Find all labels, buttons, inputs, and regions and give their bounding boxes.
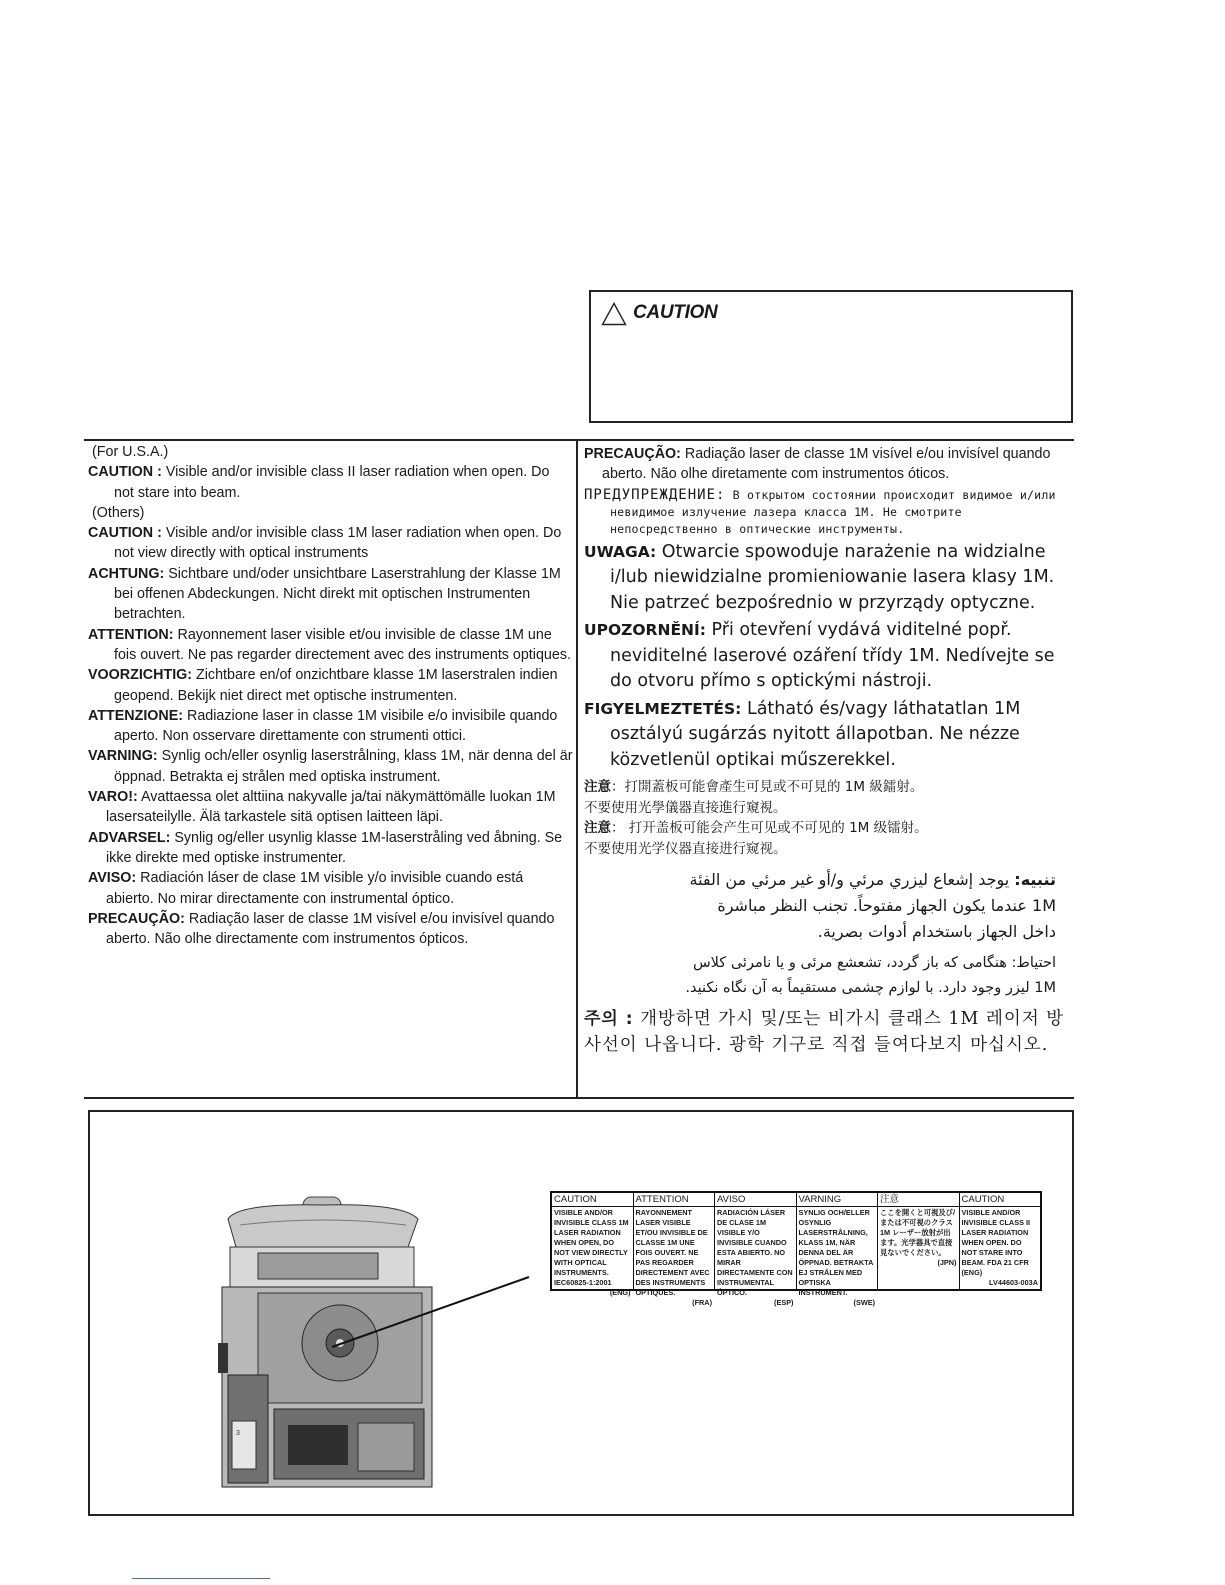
- warning-text: Rayonnement laser visible et/ou invisible de classe 1M une fois ouvert. Ne pas regarder directement avec des instruments optiques.: [114, 626, 571, 663]
- label-cell: [715, 1193, 797, 1307]
- table-bottom-rule: [84, 1097, 1074, 1099]
- warning-text: В открытом состоянии происходит видимое и/или невидимое излучение лазера класса 1М. Не смотрите непосредственно в оптические инструменты.: [610, 487, 1056, 536]
- warning-label: PRECAUÇÃO:: [584, 446, 681, 462]
- warning-label: ADVARSEL:: [88, 829, 171, 846]
- label-body: SYNLIG OCH/ELLER OSYNLIG LASERSTRÅLNING, KLASS 1M, NÄR DENNA DEL ÄR ÖPPNAD. BETRAKTA EJ STRÅLEN MED OPTISKA INSTRUMENT.: [798, 1208, 874, 1297]
- label-heading: ATTENTION: [634, 1194, 715, 1207]
- warning-ko: [584, 1007, 1070, 1058]
- label-heading: CAUTION: [552, 1194, 633, 1207]
- others-header: (Others): [92, 504, 145, 521]
- warning-pt: [88, 909, 573, 950]
- warning-cs: [584, 618, 1070, 695]
- label-cell: [634, 1193, 716, 1307]
- label-footer: LV44603-003A: [989, 1278, 1038, 1287]
- warning-text: 개방하면 가시 및/또는 비가시 클래스 1M 레이저 방사선이 나옵니다. 광학 기구로 직접 들여다보지 마십시오.: [584, 1009, 1065, 1055]
- warning-zh-tw: [584, 777, 1070, 818]
- warning-label: PRECAUÇÃO:: [88, 910, 185, 927]
- warning-text: Visible and/or invisible class II laser radiation when open. Do not stare into beam.: [114, 464, 550, 501]
- warning-text: Radiação laser de classe 1M visível e/ou invisível quando aberto. Não olhe directamente com instrumentos ópticos.: [106, 910, 555, 948]
- warning-text: 不要使用光學儀器直接進行窺視。: [584, 799, 787, 816]
- warning-label: FIGYELMEZTETÉS:: [584, 699, 742, 718]
- warning-text: Při otevření vydává viditelné popř. neviditelné laserové ozáření třídy 1M. Nedívejte se do otvoru přímo s optickými nástroji.: [610, 620, 1055, 692]
- label-cell: [878, 1193, 960, 1289]
- label-body: ここを開くと可視及び/または不可視のクラス 1M レーザー放射が出ます。光学器具で直接見ないでください。: [880, 1208, 955, 1257]
- label-heading: CAUTION: [960, 1194, 1041, 1207]
- warning-text: Synlig och/eller osynlig laserstrålning, klass 1M, när denna del är öppnad. Betrakta ej strålen med optiska instrument.: [114, 748, 573, 785]
- laser-warning-label: [550, 1191, 1042, 1307]
- warning-label: VARO!:: [88, 789, 138, 806]
- warning-column-right: [584, 444, 1070, 1058]
- warning-text: Látható és/vagy láthatatlan 1M osztályú sugárzás nyitott állapotban. Ne nézze közvetlenül optikai műszerekkel.: [610, 698, 1021, 770]
- warning-usa-caution: [88, 462, 573, 503]
- warning-sv: [88, 746, 573, 787]
- warning-it: [88, 706, 573, 747]
- label-body: VISIBLE AND/OR INVISIBLE CLASS 1M LASER RADIATION WHEN OPEN, DO NOT VIEW DIRECTLY WITH OPTICAL INSTRUMENTS. IEC60825-1:2001: [554, 1208, 629, 1287]
- label-footer: (FRA): [692, 1298, 712, 1307]
- warning-ar: [584, 867, 1070, 945]
- table-top-rule: [84, 439, 1074, 441]
- warning-zh-cn: [584, 818, 1070, 859]
- warning-label: ПРЕДУПРЕЖДЕНИЕ:: [584, 486, 726, 503]
- caution-title: CAUTION: [633, 302, 718, 323]
- label-heading: VARNING: [797, 1194, 878, 1207]
- warning-en: [88, 523, 573, 564]
- warning-ru: [584, 487, 1070, 538]
- label-footer: (ESP): [774, 1298, 794, 1307]
- warning-label: تنبيه:: [1014, 870, 1056, 890]
- warning-label: UPOZORNĚNÍ:: [584, 621, 706, 640]
- warning-label: VARNING:: [88, 748, 158, 765]
- warning-da: [88, 828, 573, 869]
- warning-text: Otwarcie spowoduje narażenie na widzialne i/lub niewidzialne promieniowanie lasera klasy 1M. Nie patrzeć bezpośrednio w przyrządy optyczne.: [610, 541, 1055, 613]
- warning-label: CAUTION :: [88, 525, 162, 542]
- warning-column-left: [88, 442, 573, 949]
- warning-label: AVISO:: [88, 870, 137, 887]
- warning-label: ATTENTION:: [88, 626, 174, 643]
- caution-box: [589, 290, 1073, 423]
- warning-label: UWAGA:: [584, 542, 657, 561]
- warning-label: 注意: [584, 820, 611, 837]
- warning-text: Radiação laser de classe 1M visível e/ou invisível quando aberto. Não olhe diretamente com instrumentos óticos.: [602, 446, 1051, 483]
- warning-pt-br: [584, 444, 1070, 485]
- label-cell: [797, 1193, 879, 1307]
- table-center-rule: [576, 439, 578, 1098]
- warning-text: ： 打开盖板可能会产生可见或不可见的 1M 级镭射。: [611, 820, 928, 837]
- warning-fi: [88, 787, 573, 828]
- warning-hu: [584, 697, 1070, 774]
- warning-label: ACHTUNG:: [88, 565, 165, 582]
- usa-header: (For U.S.A.): [92, 444, 169, 460]
- warning-line: [584, 777, 1070, 798]
- footer-link-underline[interactable]: [132, 1578, 270, 1579]
- warning-de: [88, 564, 573, 625]
- label-cell: [960, 1193, 1041, 1289]
- warning-label: ATTENZIONE:: [88, 707, 184, 724]
- warning-fa: احتیاط: هنگامی که باز گردد، تشعشع مرئی و یا نامرئی کلاس 1M لیزر وجود دارد. با لوازم چشمی مستقیماً به آن نگاه نکنید.: [685, 955, 1056, 997]
- warning-nl: [88, 665, 573, 706]
- warning-es: [88, 868, 573, 909]
- warning-text: Synlig og/eller usynlig klasse 1M-laserstråling ved åbning. Se ikke direkte med optiske instrumenter.: [106, 829, 563, 866]
- label-heading: 注意: [878, 1194, 959, 1207]
- warning-text: ：打開蓋板可能會產生可見或不可見的 1M 級鐳射。: [611, 779, 924, 796]
- warning-line: [584, 818, 1070, 839]
- label-footer: (ENG): [609, 1288, 631, 1297]
- warning-text: 不要使用光学仪器直接进行窥视。: [584, 840, 787, 857]
- label-body: RADIACIÓN LÁSER DE CLASE 1M VISIBLE Y/O INVISIBLE CUANDO ESTA ABIERTO. NO MIRAR DIRECTAMENTE CON INSTRUMENTAL ÓPTICO.: [717, 1208, 793, 1297]
- warning-label: VOORZICHTIG:: [88, 667, 193, 684]
- warning-label: 注意: [584, 779, 611, 796]
- warning-text: Radiación láser de clase 1M visible y/o invisible cuando está abierto. No mirar directamente con instrumental óptico.: [106, 870, 524, 907]
- warning-text: Sichtbare und/oder unsichtbare Laserstrahlung der Klasse 1M bei offenen Abdeckungen. Nicht direkt mit optischen Instrumenten betrachten.: [114, 565, 561, 623]
- warning-label: CAUTION :: [88, 464, 162, 481]
- warning-text: Avattaessa olet alttiina nakyvalle ja/tai näkymättömälle luokan 1M lasersateilylle. Älä tarkastele sitä optisen laitteen läpi.: [106, 789, 556, 826]
- warning-text: Zichtbare en/of onzichtbare klasse 1M laserstralen indien geopend. Bekijk niet direct met optische instrumenten.: [114, 667, 558, 704]
- label-body: VISIBLE AND/OR INVISIBLE CLASS II LASER RADIATION WHEN OPEN. DO NOT STARE INTO BEAM. FDA 21 CFR (ENG): [961, 1208, 1031, 1277]
- warning-triangle-icon: [601, 302, 627, 326]
- label-body: RAYONNEMENT LASER VISIBLE ET/OU INVISIBLE DE CLASSE 1M UNE FOIS OUVERT. NE PAS REGARDER DIRECTEMENT AVEC DES INSTRUMENTS OPTIQUES.: [635, 1208, 710, 1297]
- warning-text: يوجد إشعاع ليزري مرئي و/أو غير مرئي من الفئة 1M عندما يكون الجهاز مفتوحاً. تجنب النظر مباشرة داخل الجهاز باستخدام أدوات بصرية.: [689, 870, 1056, 942]
- label-footer: (SWE): [853, 1298, 875, 1307]
- warning-text: Visible and/or invisible class 1M laser radiation when open. Do not view directly with optical instruments: [114, 525, 562, 562]
- warning-fr: [88, 625, 573, 666]
- label-heading: AVISO: [715, 1194, 796, 1207]
- label-cell: [552, 1193, 634, 1297]
- label-footer: (JPN): [937, 1258, 957, 1267]
- warning-text: Radiazione laser in classe 1M visibile e/o invisibile quando aperto. Non osservare direttamente con strumenti ottici.: [114, 707, 558, 745]
- warning-pl: [584, 540, 1070, 617]
- pointer-line: [330, 1275, 530, 1350]
- warning-label: 주의 :: [584, 1009, 634, 1030]
- svg-text:3: 3: [236, 1430, 240, 1437]
